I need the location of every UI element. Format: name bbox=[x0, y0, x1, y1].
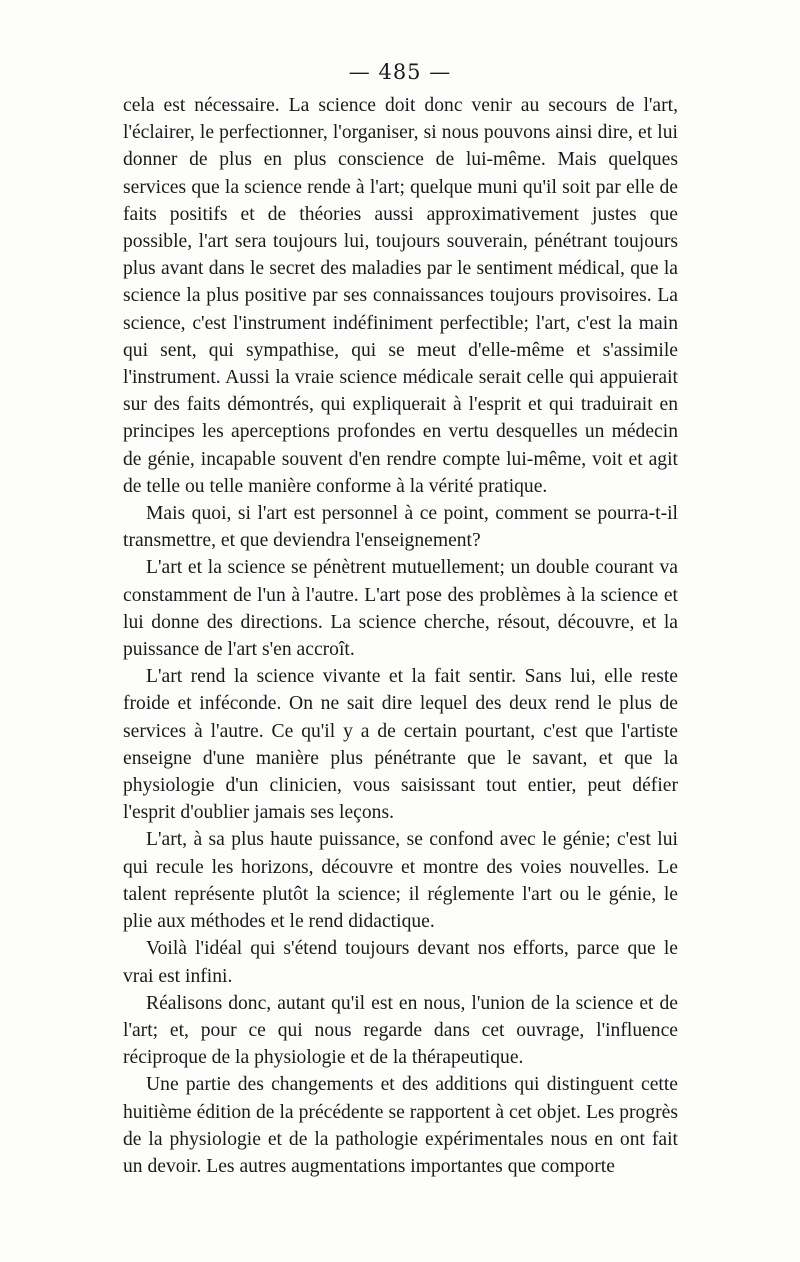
paragraph-7: Réalisons donc, autant qu'il est en nous, l'union de la science et de l'art; et, pour ce qui nous regarde dans cet ouvrage, l'influence réciproque de la physiologie et de la thérapeutique. bbox=[123, 992, 678, 1069]
paragraph-4: L'art rend la science vivante et la fait sentir. Sans lui, elle reste froide et inféconde. On ne sait dire lequel des deux rend le plus de services à l'autre. Ce qu'il y a de certain pourtant, c'est que l'artiste enseigne d'une manière plus pénétrante que le savant, et que la physiologie d'un clinicien, vous saisissant tout entier, peut défier l'esprit d'oublier jamais ses leçons. bbox=[123, 666, 678, 824]
paragraph-1: cela est nécessaire. La science doit donc venir au secours de l'art, l'éclairer, le perfectionner, l'organiser, si nous pouvons ainsi dire, et lui donner de plus en plus conscience de lui-même. Mais quelques services que la science rende à l'art; quelque muni qu'il soit par elle de faits positifs et de théories aussi approximativement justes que possible, l'art sera toujours lui, toujours souverain, pénétrant toujours plus avant dans le secret des maladies par le sentiment médical, que la science la plus positive par ses connaissances toujours provisoires. La science, c'est l'instrument indéfiniment perfectible; l'art, c'est la main qui sent, qui sympathise, qui se meut d'elle-même et s'assimile l'instrument. Aussi la vraie science médicale serait celle qui appuierait sur des faits démontrés, qui expliquerait à l'esprit et qui traduirait en principes les aperceptions profondes en vertu desquelles un médecin de génie, incapable souvent d'en rendre compte lui-même, voit et agit de telle ou telle manière conforme à la vérité pratique. bbox=[123, 95, 678, 497]
page-number: — 485 — bbox=[348, 60, 452, 84]
paragraph-5: L'art, à sa plus haute puissance, se confond avec le génie; c'est lui qui recule les horizons, découvre et montre des voies nouvelles. Le talent représente plutôt la science; il réglemente l'art ou le génie, le plie aux méthodes et le rend didactique. bbox=[123, 829, 678, 933]
paragraph-3: L'art et la science se pénètrent mutuellement; un double courant va constamment de l'un à l'autre. L'art pose des problèmes à la science et lui donne des directions. La science cherche, résout, découvre, et la puissance de l'art s'en accroît. bbox=[123, 557, 678, 661]
paragraph-6: Voilà l'idéal qui s'étend toujours devant nos efforts, parce que le vrai est infini. bbox=[123, 938, 678, 987]
body-text bbox=[123, 92, 678, 1180]
paragraph-8: Une partie des changements et des additions qui distinguent cette huitième édition de la précédente se rapportent à cet objet. Les progrès de la physiologie et de la pathologie expérimentales nous en ont fait un devoir. Les autres augmentations importantes que comporte bbox=[123, 1074, 678, 1177]
paragraph-2: Mais quoi, si l'art est personnel à ce point, comment se pourra-t-il transmettre, et que deviendra l'enseignement? bbox=[123, 503, 678, 552]
